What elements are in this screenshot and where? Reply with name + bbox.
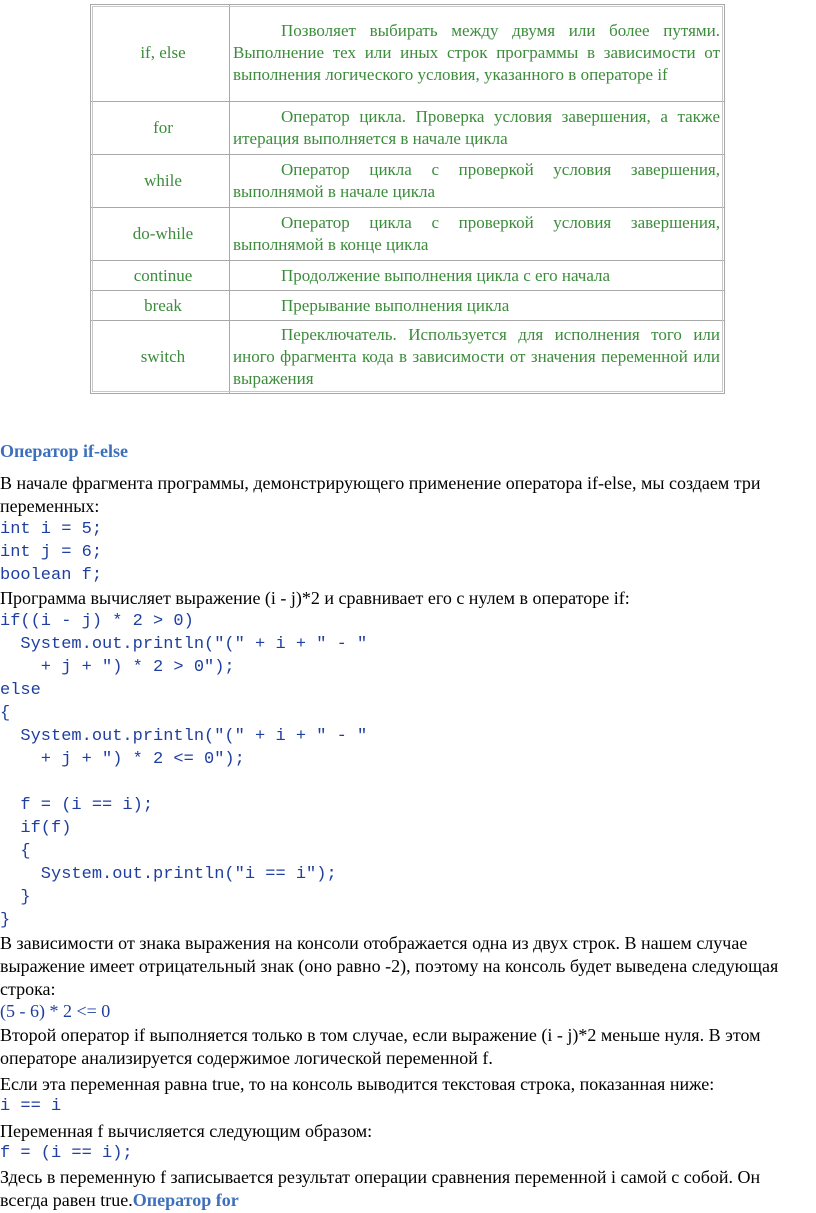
code-line: } — [0, 888, 31, 907]
true-paragraph: Если эта переменная равна true, то на консоль выводится текстовая строка, показанная ниже: — [0, 1074, 715, 1094]
keyword-cell: for — [91, 102, 230, 155]
description-cell: Оператор цикла с проверкой условия завершения, выполнямой в начале цикла — [230, 155, 725, 208]
second-if-paragraph: Второй оператор if выполняется только в том случае, если выражение (i - j)*2 меньше нуля. В этом операторе анализируется содержимое логической переменной f. — [0, 1025, 761, 1068]
section-title: Оператор if-else — [0, 441, 128, 461]
description-cell: Продолжение выполнения цикла с его начала — [230, 261, 725, 291]
table-row — [91, 102, 725, 155]
keyword-cell: do-while — [91, 208, 230, 261]
code-line: { — [0, 842, 31, 861]
code-line: boolean f; — [0, 566, 103, 585]
intro-paragraph: В начале фрагмента программы, демонстрирующего применение оператора if-else, мы создаем три переменных: — [0, 473, 761, 516]
keyword-cell: while — [91, 155, 230, 208]
keyword-cell: continue — [91, 261, 230, 291]
code-ii: i == i — [0, 1097, 62, 1116]
code-line: + j + ") * 2 > 0"); — [0, 658, 235, 677]
result-line: (5 - 6) * 2 <= 0 — [0, 1001, 111, 1021]
final-text: Здесь в переменную f записывается результат операции сравнения переменной i самой с собой. Он всегда равен true. — [0, 1167, 761, 1210]
table-row — [91, 321, 725, 394]
description-cell: Позволяет выбирать между двумя или более путями. Выполнение тех или иных строк программы в зависимости от выполнения логического условия, указанного в операторе if — [230, 5, 725, 102]
description-cell: Оператор цикла с проверкой условия завершения, выполнямой в конце цикла — [230, 208, 725, 261]
code-line: + j + ") * 2 <= 0"); — [0, 750, 245, 769]
keyword-cell: break — [91, 291, 230, 321]
final-paragraph — [0, 1166, 812, 1212]
code-line: int j = 6; — [0, 543, 103, 562]
code-line: else — [0, 681, 41, 700]
keyword-cell: if, else — [91, 5, 230, 102]
code-line: int i = 5; — [0, 520, 103, 539]
code-line: if(f) — [0, 819, 72, 838]
description-cell: Прерывание выполнения цикла — [230, 291, 725, 321]
code-line: { — [0, 704, 11, 723]
keyword-cell: switch — [91, 321, 230, 394]
table-row — [91, 291, 725, 321]
table-row — [91, 208, 725, 261]
code-line: f = (i == i); — [0, 796, 154, 815]
code-f: f = (i == i); — [0, 1144, 133, 1163]
description-cell: Оператор цикла. Проверка условия завершения, а также итерация выполняется в начале цикла — [230, 102, 725, 155]
calc-paragraph: Программа вычисляет выражение (i - j)*2 и сравнивает его с нулем в операторе if: — [0, 588, 630, 608]
description-cell: Переключатель. Используется для исполнения того или иного фрагмента кода в зависимости от значения переменной или выражения — [230, 321, 725, 394]
code-line: } — [0, 911, 11, 930]
code-block-vars — [0, 518, 102, 587]
table-row — [91, 261, 725, 291]
table-row — [91, 155, 725, 208]
table-row — [91, 5, 725, 102]
keywords-table — [90, 4, 725, 394]
result-paragraph: В зависимости от знака выражения на консоли отображается одна из двух строк. В нашем случае выражение имеет отрицательный знак (оно равно -2), поэтому на консоль будет выведена следующая строка: — [0, 933, 779, 999]
code-block-if — [0, 610, 367, 932]
code-line: System.out.println("(" + i + " - " — [0, 727, 368, 746]
f-calc-paragraph: Переменная f вычисляется следующим образом: — [0, 1121, 373, 1141]
code-line: System.out.println("(" + i + " - " — [0, 635, 368, 654]
next-heading: Оператор for — [132, 1190, 239, 1210]
code-line — [0, 771, 367, 794]
code-line: System.out.println("i == i"); — [0, 865, 337, 884]
code-line: if((i - j) * 2 > 0) — [0, 612, 194, 631]
